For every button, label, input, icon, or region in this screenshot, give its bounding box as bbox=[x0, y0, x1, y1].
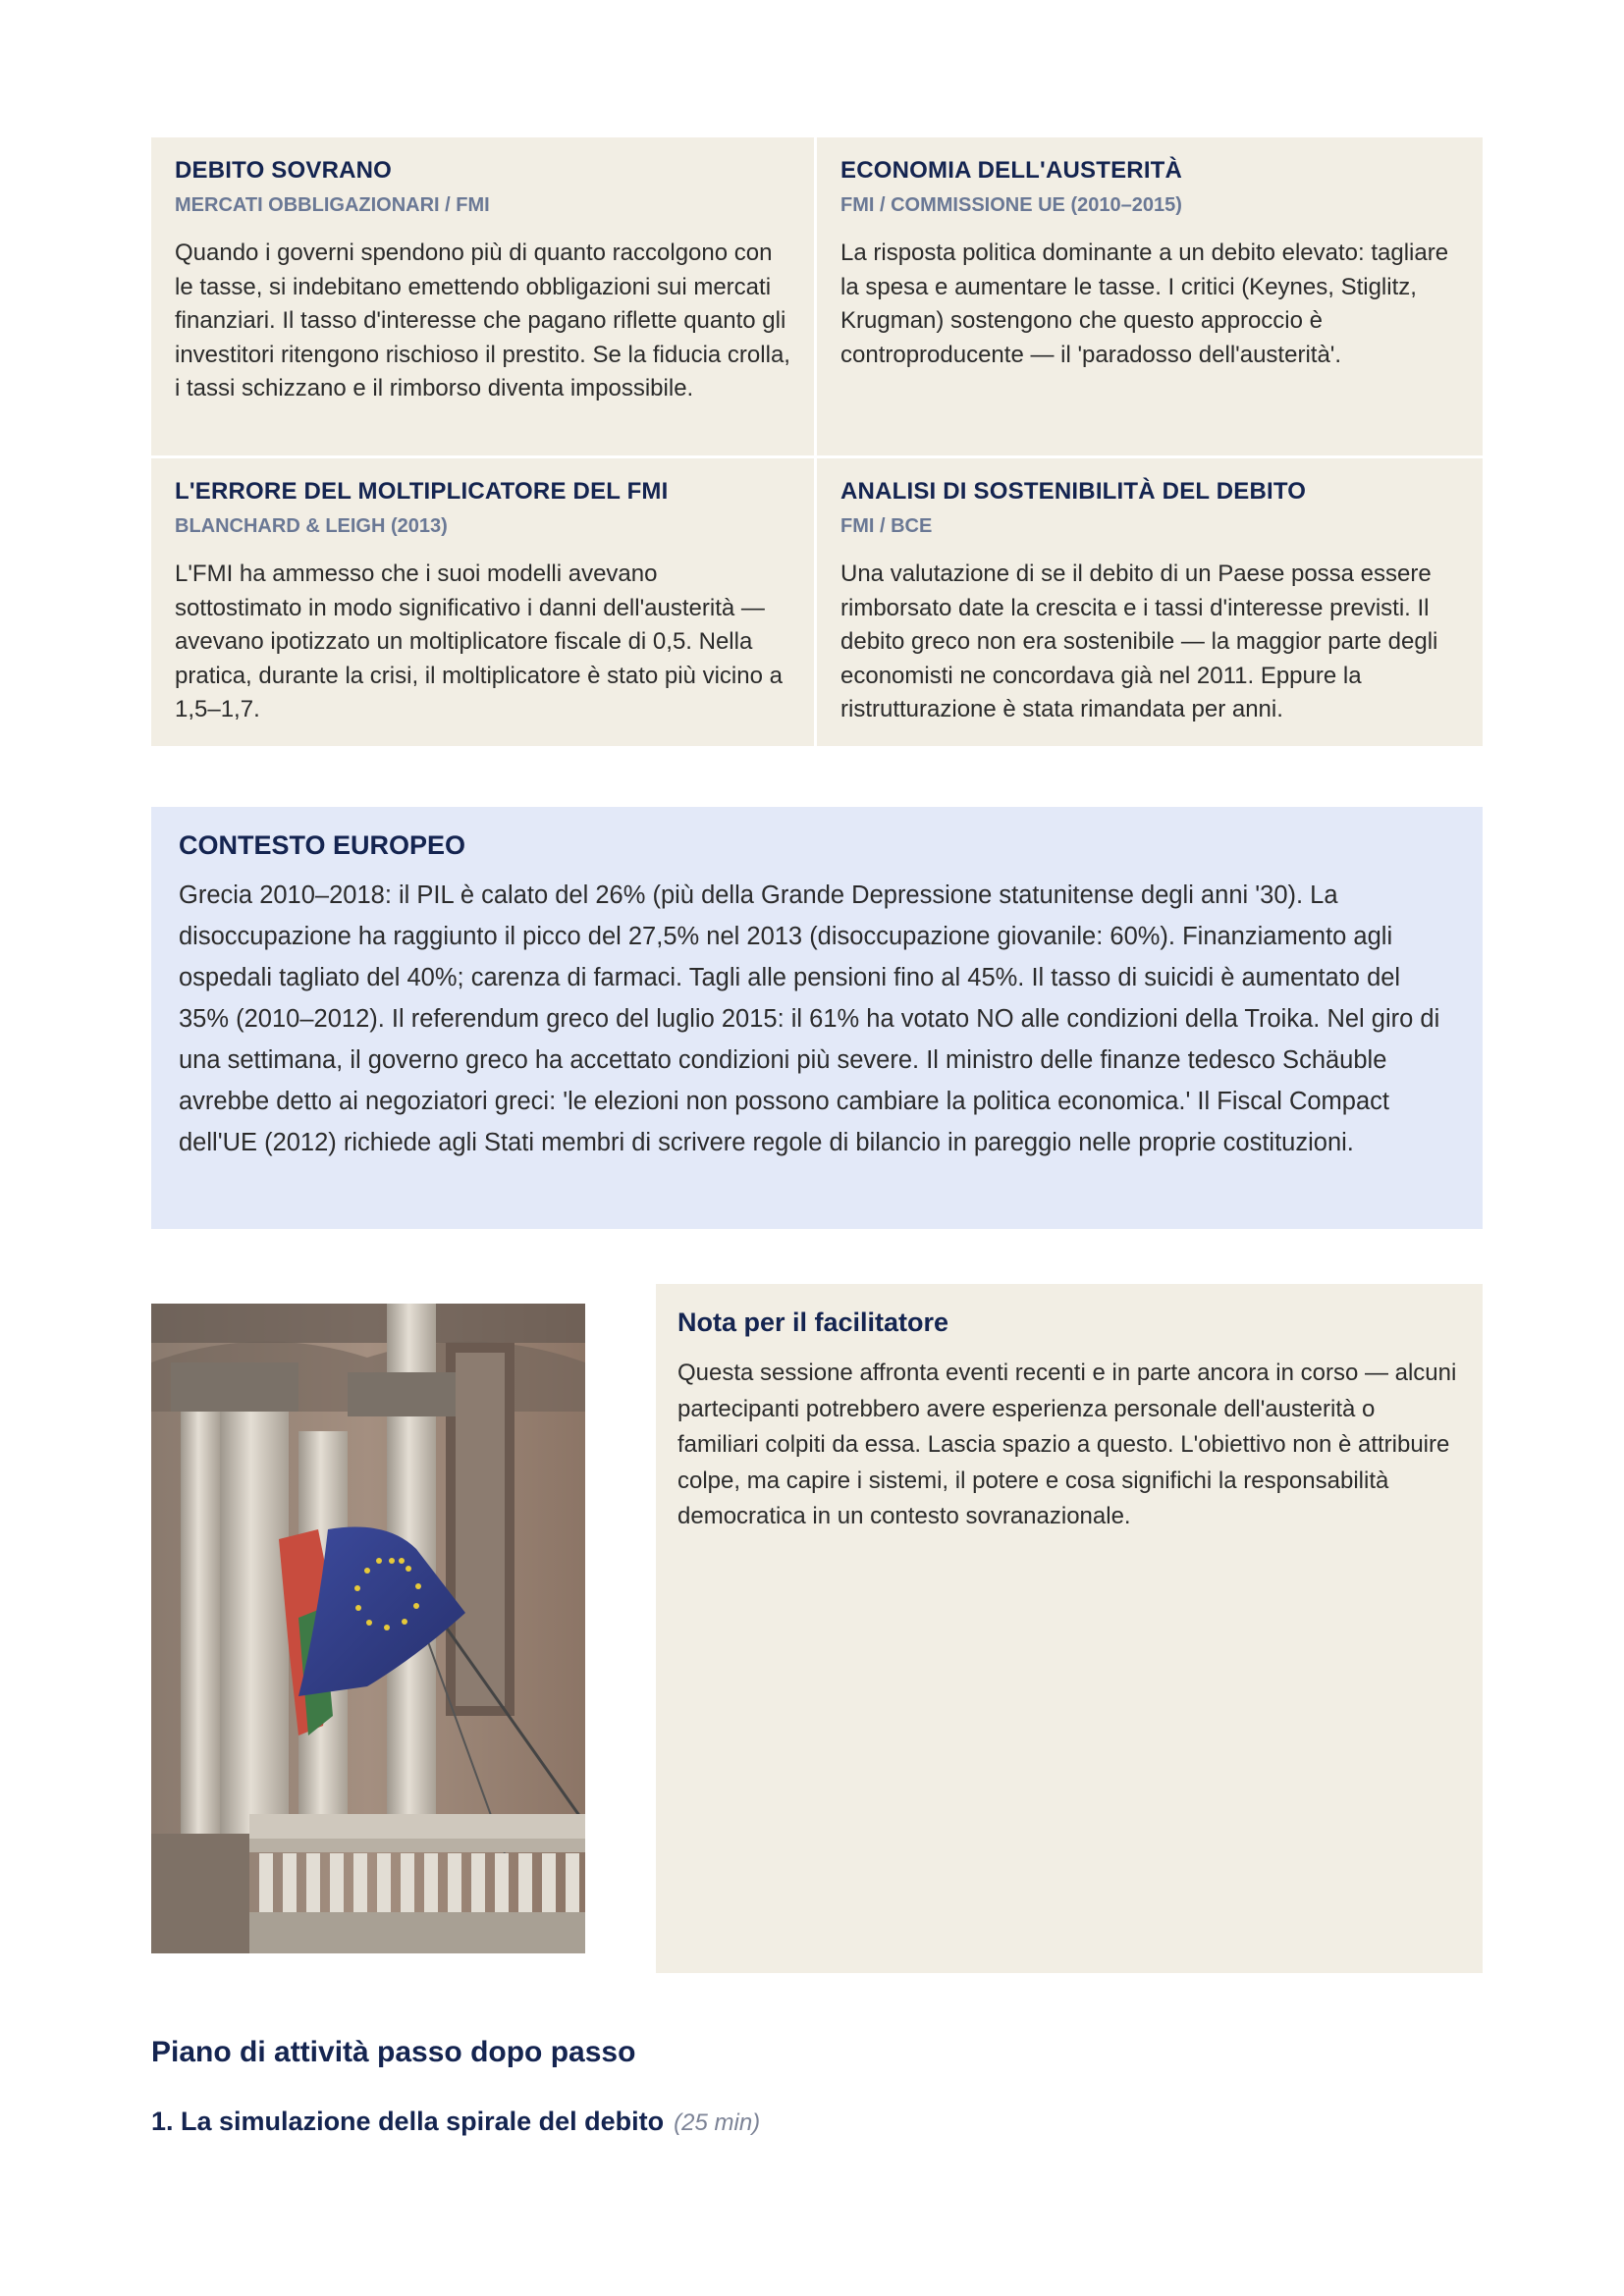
step-1-heading bbox=[151, 2107, 760, 2137]
concept-source: MERCATI OBBLIGAZIONARI / FMI bbox=[175, 194, 490, 216]
eu-flag-balcony-photo bbox=[151, 1304, 585, 1953]
concept-text: Quando i governi spendono più di quanto raccolgono con le tasse, si indebitano emettendo obbligazioni sui mercati finanziari. Il tasso d'interesse che pagano riflette quanto gli investitori ritengono rischioso il prestito. Se la fiducia crolla, i tassi schizzano e il rimborso diventa impossibile. bbox=[175, 240, 790, 401]
key-concepts-grid bbox=[151, 137, 1483, 746]
concept-text: La risposta politica dominante a un debito elevato: tagliare la spesa e aumentare le tasse. I critici (Keynes, Stiglitz, Krugman) sostengono che questo approccio è controproducente — il 'paradosso dell'austerità'. bbox=[840, 240, 1449, 368]
concept-source: FMI / BCE bbox=[840, 515, 933, 537]
note-text: Questa sessione affronta eventi recenti e in parte ancora in corso — alcuni partecipanti potrebbero avere esperienza personale dell'austerità o familiari colpiti da essa. Lascia spazio a questo. L'obiettivo non è attribuire colpe, ma capire i sistemi, il potere e cosa significhi la responsabilità democratica in un contesto sovranazionale. bbox=[677, 1360, 1457, 1529]
facilitator-note-box bbox=[656, 1284, 1483, 1973]
concept-title: DEBITO SOVRANO bbox=[175, 157, 393, 184]
concept-source: FMI / COMMISSIONE UE (2010–2015) bbox=[840, 194, 1182, 216]
concept-text: L'FMI ha ammesso che i suoi modelli avevano sottostimato in modo significativo i danni dell'austerità — avevano ipotizzato un moltiplicatore fiscale di 0,5. Nella pratica, durante la crisi, il moltiplicatore è stato più vicino a 1,5–1,7. bbox=[175, 561, 783, 722]
concept-text: Una valutazione di se il debito di un Paese possa essere rimborsato date la crescita e i tassi d'interesse previsti. Il debito greco non era sostenibile — la maggior parte degli economisti ne concordava già nel 2011. Eppure la ristrutturazione è stata rimandata per anni. bbox=[840, 561, 1438, 722]
concept-title: ECONOMIA DELL'AUSTERITÀ bbox=[840, 157, 1183, 184]
concept-austerity-economics bbox=[817, 137, 1483, 458]
activity-plan-heading: Piano di attività passo dopo passo bbox=[151, 2036, 636, 2068]
concept-sovereign-debt bbox=[151, 137, 817, 458]
concept-imf-multiplier-error bbox=[151, 458, 817, 746]
concept-source: BLANCHARD & LEIGH (2013) bbox=[175, 515, 448, 537]
concept-title: ANALISI DI SOSTENIBILITÀ DEL DEBITO bbox=[840, 478, 1307, 505]
context-title: CONTESTO EUROPEO bbox=[179, 830, 466, 860]
european-context-box bbox=[151, 807, 1483, 1229]
step-1-label: 1. La simulazione della spirale del debito bbox=[151, 2107, 665, 2136]
note-title: Nota per il facilitatore bbox=[677, 1308, 949, 1337]
context-text: Grecia 2010–2018: il PIL è calato del 26% (più della Grande Depressione statunitense degli anni '30). La disoccupazione ha raggiunto il picco del 27,5% nel 2013 (disoccupazione giovanile: 60%). Finanziamento agli ospedali tagliato del 40%; carenza di farmaci. Tagli alle pensioni fino al 45%. Il tasso di suicidi è aumentato del 35% (2010–2012). Il referendum greco del luglio 2015: il 61% ha votato NO alle condizioni della Troika. Nel giro di una settimana, il governo greco ha accettato condizioni più severe. Il ministro delle finanze tedesco Schäuble avrebbe detto ai negoziatori greci: 'le elezioni non possono cambiare la politica economica.' Il Fiscal Compact dell'UE (2012) richiede agli Stati membri di scrivere regole di bilancio in pareggio nelle proprie costituzioni. bbox=[179, 881, 1440, 1156]
concept-title: L'ERRORE DEL MOLTIPLICATORE DEL FMI bbox=[175, 478, 669, 505]
step-1-duration: (25 min) bbox=[674, 2109, 761, 2136]
concept-debt-sustainability bbox=[817, 458, 1483, 746]
